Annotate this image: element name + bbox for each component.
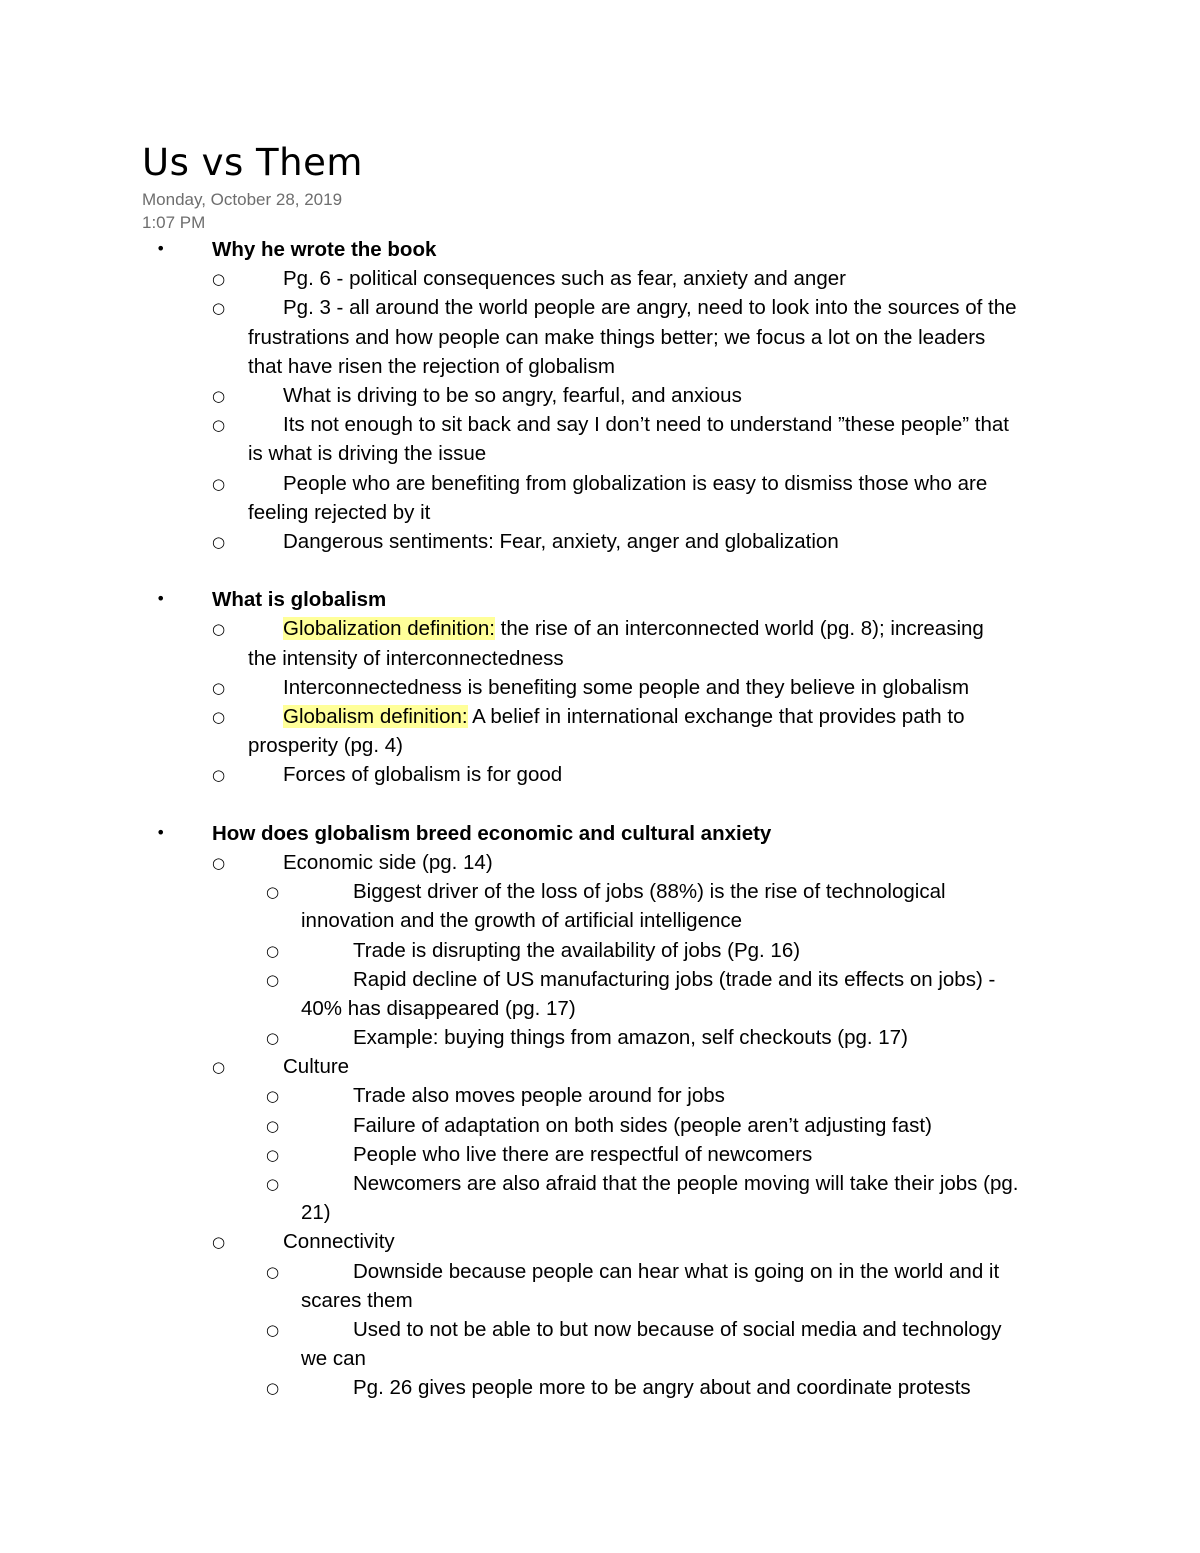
bullet-text: Biggest driver of the loss of jobs (88%) is the rise of technological xyxy=(353,880,946,904)
bullet-text: Its not enough to sit back and say I don’t need to understand ”these people” that xyxy=(283,413,1009,437)
sub-sub-bullet-line xyxy=(0,1169,1200,1198)
bullet-text: 40% has disappeared (pg. 17) xyxy=(301,996,576,1020)
hollow-bullet-icon: ○ xyxy=(212,678,226,697)
sub-sub-bullet-line xyxy=(0,877,1200,906)
bullet-text: Dangerous sentiments: Fear, anxiety, anger and globalization xyxy=(283,529,839,553)
sub-bullet-line xyxy=(0,731,1200,760)
bullet-text: we can xyxy=(301,1347,366,1371)
sub-bullet-line xyxy=(0,614,1200,643)
hollow-bullet-icon: ○ xyxy=(266,1145,280,1164)
hollow-bullet-icon: ○ xyxy=(212,532,226,551)
sub-sub-bullet-line xyxy=(0,1286,1200,1315)
hollow-bullet-icon: ○ xyxy=(212,1058,226,1077)
sub-bullet-line xyxy=(0,673,1200,702)
sub-sub-bullet-line xyxy=(0,1140,1200,1169)
sub-sub-bullet-line xyxy=(0,994,1200,1023)
sub-bullet-line xyxy=(0,323,1200,352)
sub-bullet-line xyxy=(0,469,1200,498)
bullet-text: 21) xyxy=(301,1201,331,1225)
hollow-bullet-icon: ○ xyxy=(266,1116,280,1135)
sub-sub-bullet-line xyxy=(0,936,1200,965)
bullet-text: Connectivity xyxy=(283,1230,395,1254)
bullet-icon: • xyxy=(156,239,166,258)
hollow-bullet-icon: ○ xyxy=(266,1087,280,1106)
section-heading xyxy=(0,235,1200,264)
sub-sub-bullet-line xyxy=(0,1315,1200,1344)
bullet-text: prosperity (pg. 4) xyxy=(248,734,403,758)
sub-sub-bullet-line xyxy=(0,1344,1200,1373)
bullet-text: Trade also moves people around for jobs xyxy=(353,1084,725,1108)
sub-bullet-line xyxy=(0,439,1200,468)
highlighted-term: Globalism definition: xyxy=(283,705,468,728)
sub-bullet-line xyxy=(0,293,1200,322)
bullet-text: Trade is disrupting the availability of jobs (Pg. 16) xyxy=(353,938,801,962)
hollow-bullet-icon: ○ xyxy=(212,270,226,289)
hollow-bullet-icon: ○ xyxy=(266,1379,280,1398)
sub-sub-bullet-line xyxy=(0,1373,1200,1402)
hollow-bullet-icon: ○ xyxy=(212,386,226,405)
sub-bullet-line xyxy=(0,498,1200,527)
section-heading xyxy=(0,819,1200,848)
bullet-text: People who live there are respectful of newcomers xyxy=(353,1142,813,1166)
notes-outline xyxy=(0,235,1200,1403)
hollow-bullet-icon: ○ xyxy=(212,620,226,639)
bullet-text: What is driving to be so angry, fearful, and anxious xyxy=(283,383,742,407)
hollow-bullet-icon: ○ xyxy=(266,1175,280,1193)
section-heading xyxy=(0,585,1200,614)
hollow-bullet-icon: ○ xyxy=(212,766,226,785)
blank-line xyxy=(0,790,1200,819)
bullet-text: Culture xyxy=(283,1055,350,1079)
hollow-bullet-icon: ○ xyxy=(212,416,226,435)
bullet-text: Economic side (pg. 14) xyxy=(283,850,493,874)
bullet-text: the intensity of interconnectedness xyxy=(248,646,564,670)
sub-sub-bullet-line xyxy=(0,965,1200,994)
bullet-text: scares them xyxy=(301,1288,413,1312)
hollow-bullet-icon: ○ xyxy=(212,1233,226,1252)
bullet-text: Globalism definition: A belief in international exchange that provides path to xyxy=(283,705,965,728)
bullet-text: Newcomers are also afraid that the people moving will take their jobs (pg. xyxy=(353,1172,1019,1195)
hollow-bullet-icon: ○ xyxy=(212,853,226,872)
sub-sub-bullet-line xyxy=(0,1023,1200,1052)
hollow-bullet-icon: ○ xyxy=(266,1262,280,1281)
sub-sub-bullet-line xyxy=(0,1111,1200,1140)
sub-sub-bullet-line xyxy=(0,906,1200,935)
section-heading-text: What is globalism xyxy=(212,588,387,612)
bullet-icon: • xyxy=(156,589,166,609)
bullet-text: frustrations and how people can make things better; we focus a lot on the leaders xyxy=(248,325,986,349)
bullet-text: Failure of adaptation on both sides (people aren’t adjusting fast) xyxy=(353,1113,932,1137)
bullet-text: Rapid decline of US manufacturing jobs (trade and its effects on jobs) - xyxy=(353,967,996,991)
page-title: Us vs Them xyxy=(142,141,363,184)
sub-bullet-line xyxy=(0,760,1200,789)
sub-sub-bullet-line xyxy=(0,1198,1200,1227)
page-time: 1:07 PM xyxy=(142,213,206,232)
sub-bullet-line xyxy=(0,527,1200,556)
sub-bullet-line xyxy=(0,848,1200,877)
sub-bullet-line xyxy=(0,1227,1200,1256)
bullet-text: People who are benefiting from globalization is easy to dismiss those who are xyxy=(283,471,988,495)
bullet-text: Pg. 3 - all around the world people are angry, need to look into the sources of the xyxy=(283,296,1017,320)
bullet-text: feeling rejected by it xyxy=(248,500,431,524)
highlighted-term: Globalization definition: xyxy=(283,617,495,641)
page-date: Monday, October 28, 2019 xyxy=(142,190,343,209)
bullet-text: Forces of globalism is for good xyxy=(283,763,563,787)
sub-sub-bullet-line xyxy=(0,1081,1200,1110)
sub-bullet-line xyxy=(0,644,1200,673)
bullet-text: is what is driving the issue xyxy=(248,442,487,466)
hollow-bullet-icon: ○ xyxy=(266,883,280,902)
sub-bullet-line xyxy=(0,1052,1200,1081)
bullet-text: Used to not be able to but now because of social media and technology xyxy=(353,1317,1002,1341)
sub-bullet-line xyxy=(0,702,1200,731)
section-heading-text: How does globalism breed economic and cultural anxiety xyxy=(212,821,772,845)
bullet-icon: • xyxy=(156,822,166,842)
hollow-bullet-icon: ○ xyxy=(266,1320,280,1339)
hollow-bullet-icon: ○ xyxy=(212,299,226,318)
bullet-text: that have risen the rejection of globalism xyxy=(248,354,615,378)
bullet-text: Pg. 26 gives people more to be angry about and coordinate protests xyxy=(353,1376,971,1400)
sub-sub-bullet-line xyxy=(0,1257,1200,1286)
bullet-text: Interconnectedness is benefiting some people and they believe in globalism xyxy=(283,675,970,699)
blank-line xyxy=(0,556,1200,585)
bullet-text: Pg. 6 - political consequences such as fear, anxiety and anger xyxy=(283,267,846,291)
bullet-text: Example: buying things from amazon, self checkouts (pg. 17) xyxy=(353,1026,908,1050)
sub-bullet-line xyxy=(0,352,1200,381)
sub-bullet-line xyxy=(0,410,1200,439)
hollow-bullet-icon: ○ xyxy=(266,1029,280,1048)
sub-bullet-line xyxy=(0,264,1200,293)
bullet-text: Globalization definition: the rise of an interconnected world (pg. 8); increasing xyxy=(283,617,984,641)
hollow-bullet-icon: ○ xyxy=(212,474,226,493)
sub-bullet-line xyxy=(0,381,1200,410)
hollow-bullet-icon: ○ xyxy=(266,970,280,989)
bullet-text: innovation and the growth of artificial intelligence xyxy=(301,909,743,933)
hollow-bullet-icon: ○ xyxy=(266,941,280,960)
bullet-text: Downside because people can hear what is going on in the world and it xyxy=(353,1259,1000,1283)
hollow-bullet-icon: ○ xyxy=(212,708,226,726)
section-heading-text: Why he wrote the book xyxy=(212,238,437,261)
